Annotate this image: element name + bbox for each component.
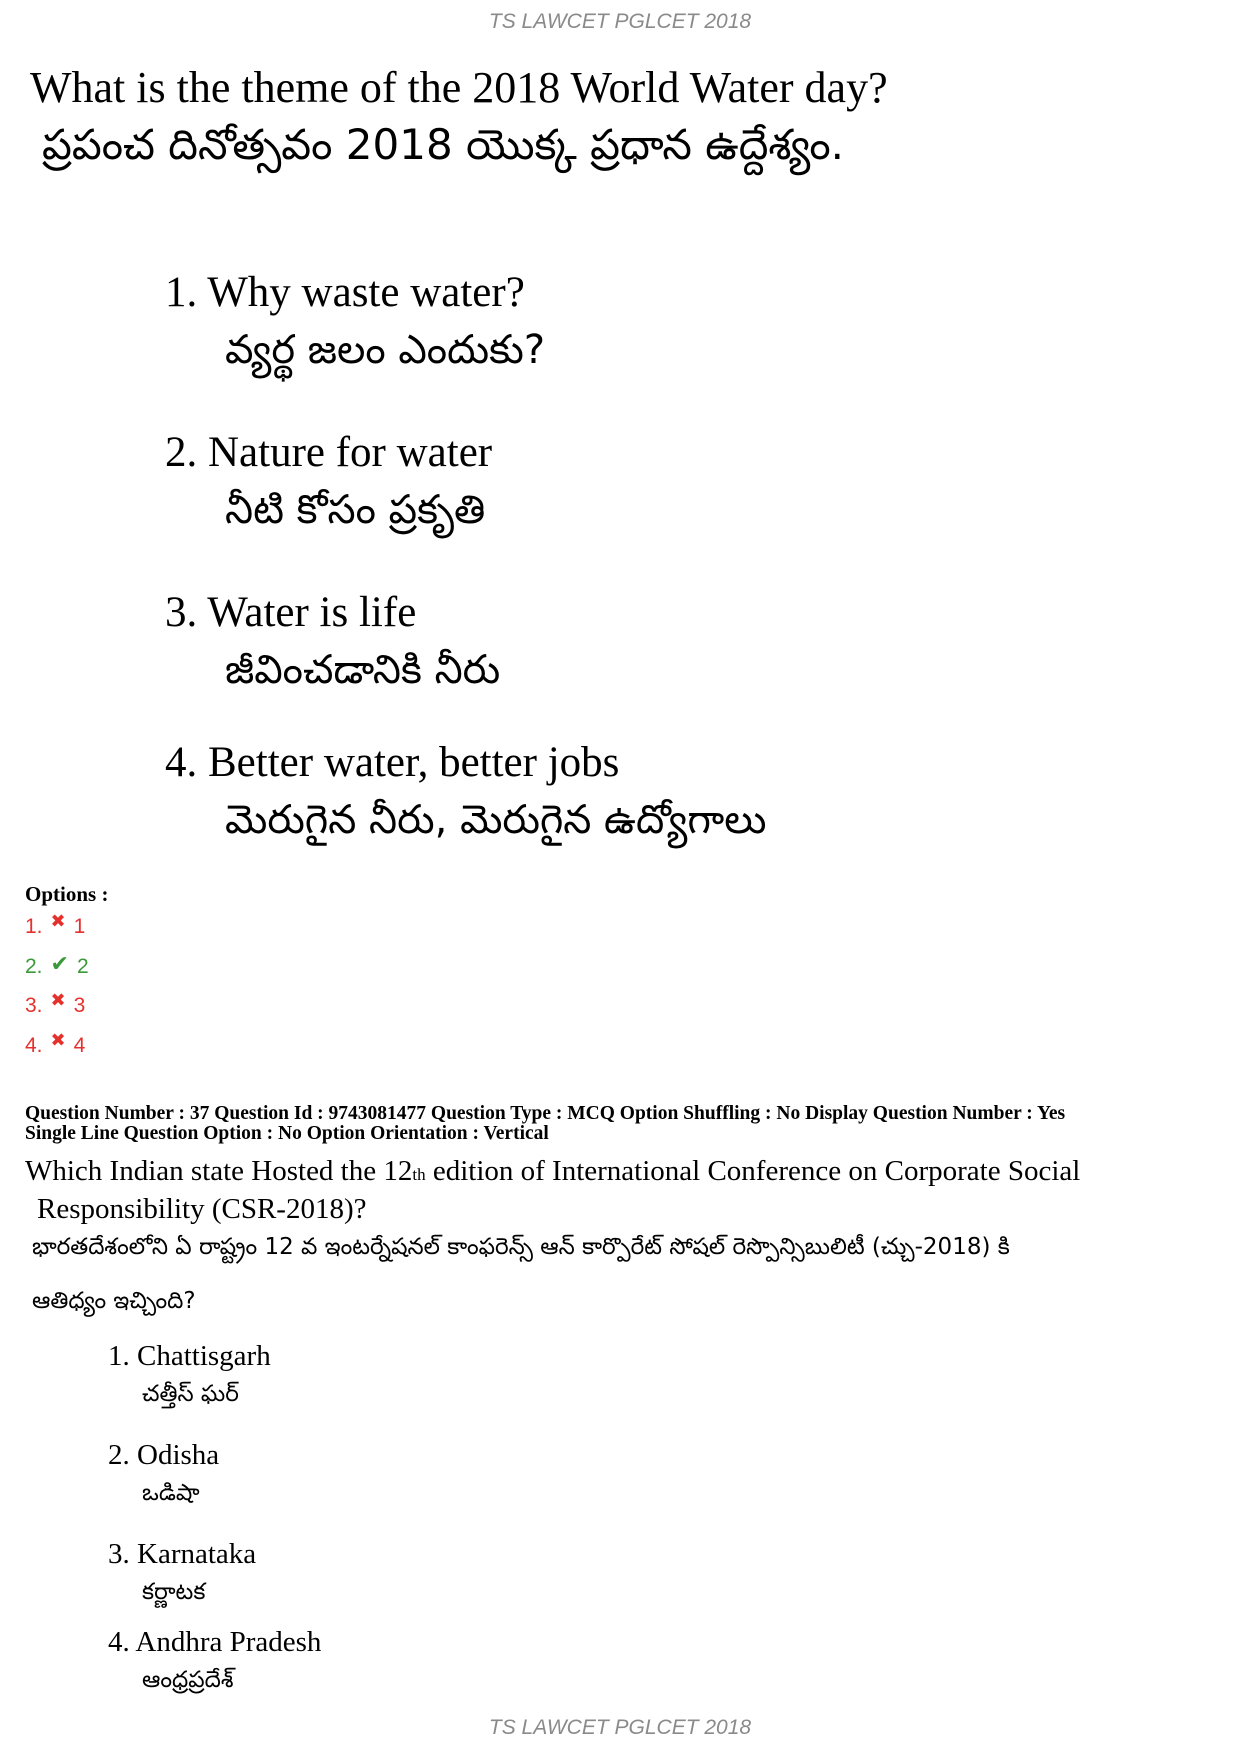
- question2-text-te: [32, 1220, 1212, 1328]
- question2-text-en: [25, 1154, 1205, 1226]
- choice-text-en: 2. Odisha: [108, 1439, 220, 1471]
- options-label: Options :: [25, 882, 109, 906]
- choice-text-te: జీవించడానికి నీరు: [225, 647, 501, 693]
- option-number: 3.: [25, 994, 43, 1017]
- question2-text-part2: edition of International Conference on Corporate Social: [425, 1155, 1081, 1187]
- option-4: [25, 1029, 86, 1058]
- choice-text-te: వ్యర్థ జలం ఎందుకు?: [225, 327, 546, 373]
- question2-choice-3: [108, 1538, 256, 1611]
- option-number: 1.: [25, 915, 43, 938]
- choice-text-en: 4. Andhra Pradesh: [108, 1626, 322, 1658]
- option-3: [25, 989, 86, 1018]
- option-1: [25, 910, 86, 939]
- question-metadata: [25, 1104, 1065, 1144]
- choice-text-te: మెరుగైన నీరు, మెరుగైన ఉద్యోగాలు: [225, 797, 767, 843]
- choice-text-te: ఒడిషా: [142, 1480, 200, 1506]
- cross-icon: ✖: [50, 1029, 66, 1050]
- page-footer: TS LAWCET PGLCET 2018: [488, 1716, 752, 1739]
- option-2: [25, 951, 89, 980]
- choice-text-te: ఆంధ్రప్రదేశ్: [142, 1667, 234, 1693]
- question1-text-en: What is the theme of the 2018 World Water day?: [30, 63, 888, 112]
- ordinal-suffix: th: [412, 1165, 426, 1184]
- checkmark-icon: ✔: [50, 951, 69, 976]
- cross-icon: ✖: [50, 989, 66, 1010]
- option-value: 4: [73, 1034, 86, 1057]
- question1-choice-1: [165, 268, 545, 383]
- option-number: 2.: [25, 955, 43, 978]
- option-value: 3: [73, 994, 86, 1017]
- choice-text-en: 3. Karnataka: [108, 1538, 257, 1570]
- option-number: 4.: [25, 1034, 43, 1057]
- question2-choice-2: [108, 1439, 219, 1512]
- metadata-line-1: Question Number : 37 Question Id : 9743081477 Question Type : MCQ Option Shuffling : No Display Question Number : Yes: [25, 1103, 1066, 1124]
- option-value: 2: [76, 955, 89, 978]
- page-header: TS LAWCET PGLCET 2018: [488, 10, 752, 33]
- question1-text-te: ప్రపంచ దినోత్సవం 2018 యొక్క ప్రధాన ఉద్దేశ్యం.: [42, 120, 844, 169]
- choice-text-te: నీటి కోసం ప్రకృతి: [225, 487, 486, 533]
- choice-text-en: 4. Better water, better jobs: [165, 739, 620, 786]
- cross-icon: ✖: [50, 910, 66, 931]
- question1-choice-2: [165, 428, 492, 543]
- metadata-line-2: Single Line Question Option : No Option Orientation : Vertical: [25, 1123, 549, 1144]
- question2-te-line2: ఆతిధ్యం ఇచ్చింది?: [32, 1288, 196, 1314]
- choice-text-en: 2. Nature for water: [165, 429, 493, 476]
- question1-choice-3: [165, 588, 500, 703]
- question1-choice-4: [165, 738, 766, 853]
- question2-te-line1: భారతదేశంలోని ఏ రాష్ట్రం 12 వ ఇంటర్నేషనల్ కాంఫరెన్స్ ఆన్ కార్పొరేట్ సోషల్ రెస్పొన్సిబులిటీ (చ్చు-2018) కి: [32, 1234, 1010, 1260]
- question2-text-part1: Which Indian state Hosted the 12: [25, 1155, 413, 1187]
- choice-text-en: 3. Water is life: [165, 589, 417, 636]
- choice-text-en: 1. Chattisgarh: [108, 1340, 271, 1372]
- option-value: 1: [73, 915, 86, 938]
- choice-text-en: 1. Why waste water?: [165, 269, 525, 316]
- choice-text-te: చత్తీస్ ఘర్: [142, 1381, 239, 1407]
- question2-choice-1: [108, 1340, 271, 1413]
- question2-choice-4: [108, 1626, 321, 1699]
- choice-text-te: కర్ణాటక: [142, 1579, 206, 1605]
- question2-text-line2: Responsibility (CSR-2018)?: [37, 1193, 367, 1225]
